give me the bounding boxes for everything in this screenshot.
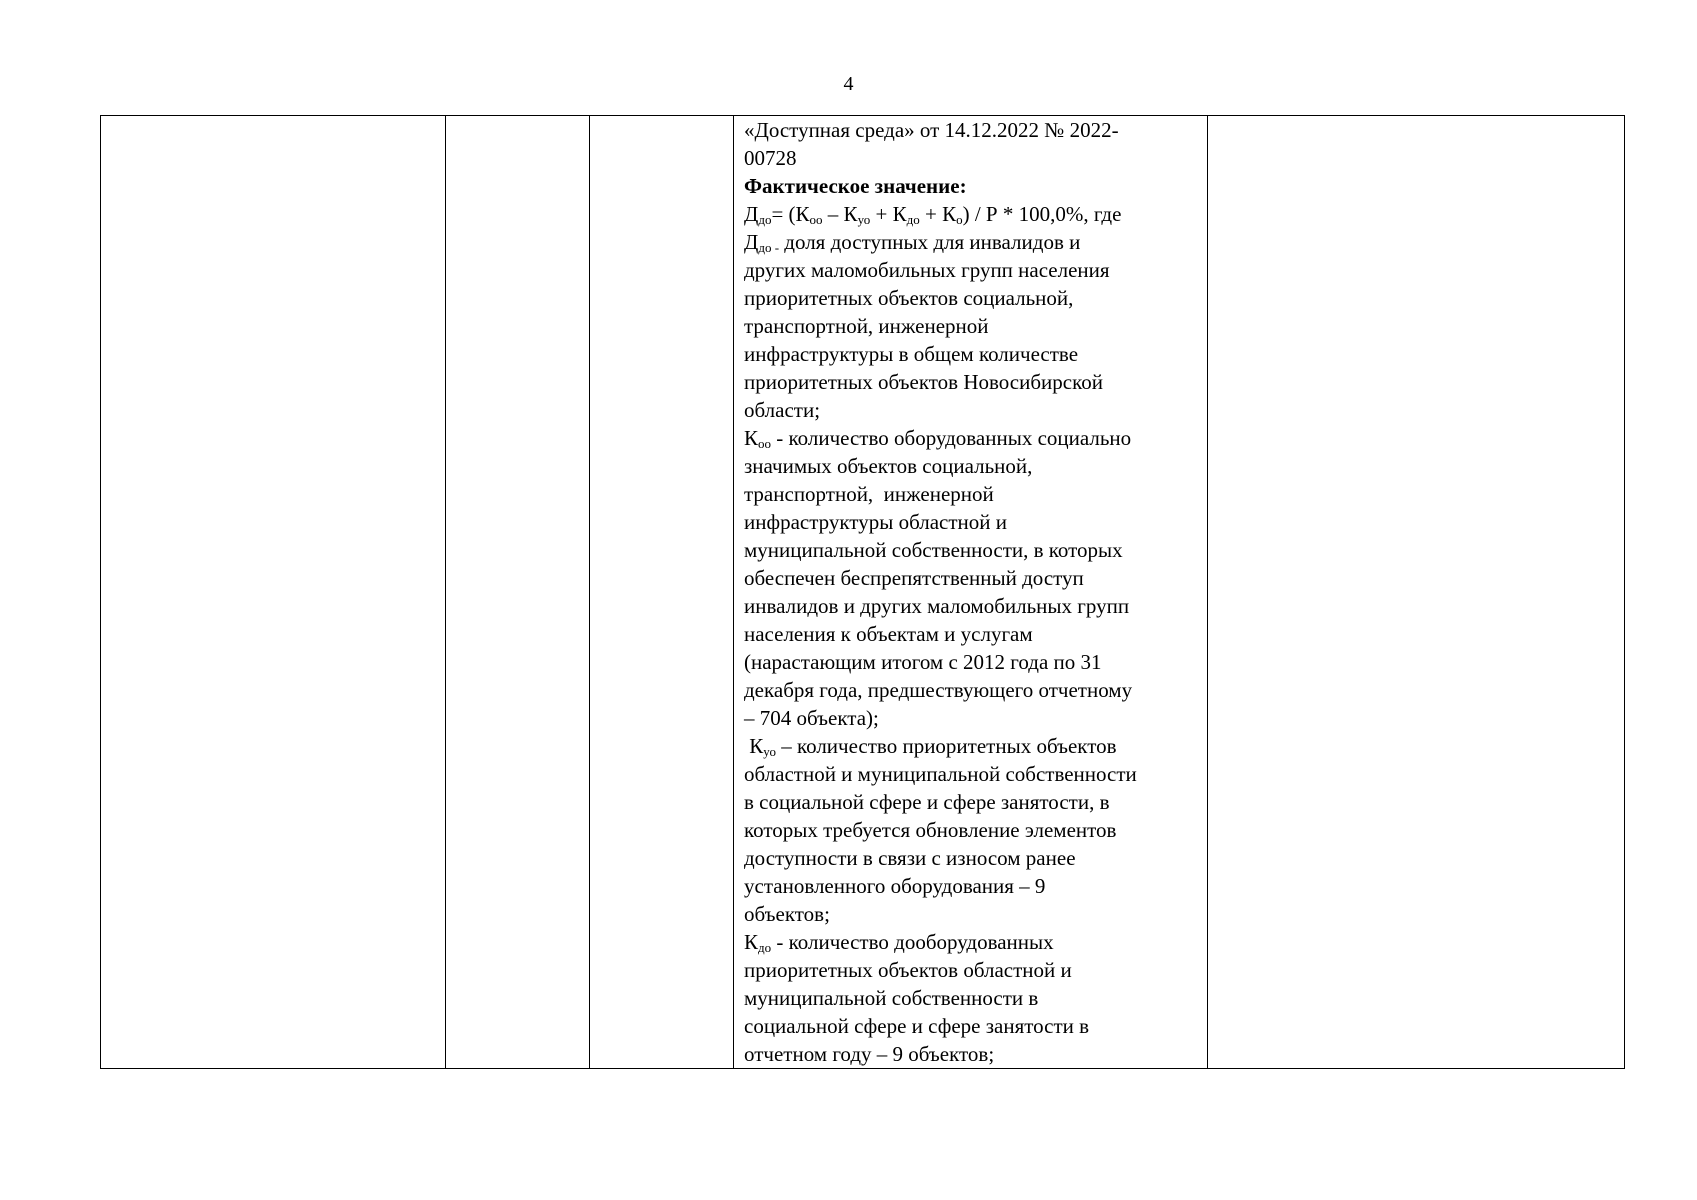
text-line: которых требуется обновление элементов bbox=[744, 818, 1117, 842]
text-line: приоритетных объектов областной и bbox=[744, 958, 1072, 982]
text-line: 00728 bbox=[744, 146, 797, 170]
text-line: (нарастающим итогом с 2012 года по 31 bbox=[744, 650, 1102, 674]
table-cell-col5 bbox=[1208, 116, 1625, 1069]
formula-subscript: о bbox=[956, 212, 963, 227]
table-cell-calculation bbox=[734, 116, 1208, 1069]
formula-part: – К bbox=[822, 202, 858, 226]
definition-text: доля доступных для инвалидов и bbox=[784, 230, 1081, 254]
indicator-table bbox=[100, 115, 1625, 1069]
formula-symbol: Д bbox=[744, 202, 759, 226]
definition-line bbox=[744, 732, 1201, 760]
text-line: установленного оборудования – 9 bbox=[744, 874, 1046, 898]
text-line: обеспечен беспрепятственный доступ bbox=[744, 566, 1084, 590]
formula-subscript: уо bbox=[857, 212, 871, 227]
text-line: «Доступная среда» от 14.12.2022 № 2022- bbox=[744, 118, 1119, 142]
text-line: областной и муниципальной собственности bbox=[744, 762, 1137, 786]
text-line: доступности в связи с износом ранее bbox=[744, 846, 1076, 870]
symbol-subscript: оо bbox=[758, 436, 772, 451]
text-line: – 704 объекта); bbox=[744, 706, 879, 730]
formula-part: ) / Р * 100,0%, где bbox=[962, 202, 1122, 226]
formula-subscript: до bbox=[758, 212, 772, 227]
text-line: приоритетных объектов Новосибирской bbox=[744, 370, 1103, 394]
text-line: приоритетных объектов социальной, bbox=[744, 286, 1074, 310]
text-line: декабря года, предшествующего отчетному bbox=[744, 678, 1133, 702]
text-line: объектов; bbox=[744, 902, 830, 926]
symbol: К bbox=[744, 734, 764, 758]
symbol-subscript: уо bbox=[763, 744, 776, 759]
formula-part: + К bbox=[870, 202, 907, 226]
table-cell-col2 bbox=[446, 116, 590, 1069]
table-cell-col1 bbox=[101, 116, 446, 1069]
definition-line bbox=[744, 928, 1201, 956]
symbol: Д bbox=[744, 230, 759, 254]
formula-part: + К bbox=[919, 202, 957, 226]
text-line: транспортной, инженерной bbox=[744, 314, 989, 338]
definition-text: - количество оборудованных социально bbox=[776, 426, 1132, 450]
definition-text: – количество приоритетных объектов bbox=[781, 734, 1117, 758]
formula-subscript: до bbox=[906, 212, 920, 227]
text-line: населения к объектам и услугам bbox=[744, 622, 1033, 646]
table-row bbox=[101, 116, 1625, 1069]
text-line: в социальной сфере и сфере занятости, в bbox=[744, 790, 1110, 814]
definition-line bbox=[744, 424, 1201, 452]
formula-part: = (К bbox=[771, 202, 810, 226]
symbol: К bbox=[744, 426, 759, 450]
formula-subscript: оо bbox=[809, 212, 823, 227]
text-line: инфраструктуры в общем количестве bbox=[744, 342, 1079, 366]
definition-line bbox=[744, 228, 1201, 256]
text-line: инвалидов и других маломобильных групп bbox=[744, 594, 1130, 618]
text-line: социальной сфере и сфере занятости в bbox=[744, 1014, 1090, 1038]
formula-line bbox=[744, 200, 1201, 228]
text-line: других маломобильных групп населения bbox=[744, 258, 1110, 282]
table-cell-col3 bbox=[590, 116, 734, 1069]
symbol-subscript: до - bbox=[758, 240, 780, 255]
definition-text: - количество дооборудованных bbox=[776, 930, 1054, 954]
text-line: муниципальной собственности, в которых bbox=[744, 538, 1123, 562]
text-line: области; bbox=[744, 398, 821, 422]
text-line: муниципальной собственности в bbox=[744, 986, 1039, 1010]
symbol: К bbox=[744, 930, 759, 954]
text-line: инфраструктуры областной и bbox=[744, 510, 1007, 534]
symbol-subscript: до bbox=[758, 940, 772, 955]
section-heading: Фактическое значение: bbox=[744, 174, 967, 198]
text-line: значимых объектов социальной, bbox=[744, 454, 1033, 478]
text-line: отчетном году – 9 объектов; bbox=[744, 1042, 995, 1066]
text-line: транспортной, инженерной bbox=[744, 482, 994, 506]
page-number: 4 bbox=[843, 73, 854, 95]
